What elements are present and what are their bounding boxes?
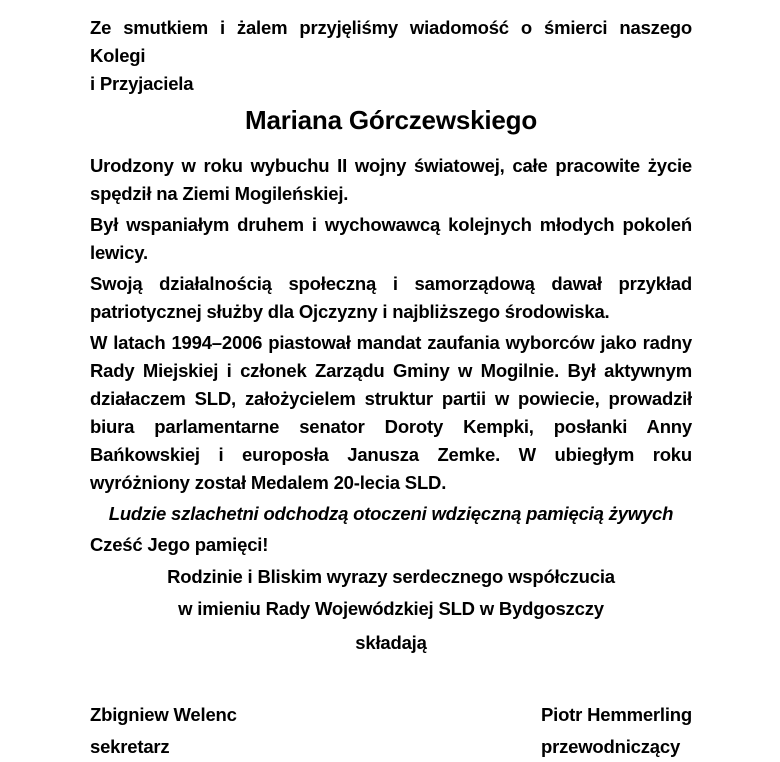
condolence-line: Rodzinie i Bliskim wyrazy serdecznego współczucia — [167, 566, 615, 587]
bio-line: Swoją działalnością społeczną i samorządową dawał przykład — [90, 273, 692, 294]
bio-line: Urodzony w roku wybuchu II wojny światowej, całe pracowite życie — [90, 155, 692, 176]
bio-line: działaczem SLD, założycielem struktur partii w powiecie, prowadził — [90, 388, 692, 409]
on-behalf-line: w imieniu Rady Wojewódzkiej SLD w Bydgoszczy — [178, 598, 604, 619]
condolence-block — [90, 563, 692, 657]
signature-right-role: przewodniczący — [541, 736, 681, 757]
bio-line: Bańkowskiej i europosła Janusza Zemke. W ubiegłym roku — [90, 444, 692, 465]
bio-paragraph-birth — [90, 152, 692, 208]
bio-line: wyróżniony został Medalem 20-lecia SLD. — [90, 472, 447, 493]
bio-line: Rady Miejskiej i członek Zarządu Gminy w Mogilnie. Był aktywnym — [90, 360, 692, 381]
bio-line: biura parlamentarne senator Doroty Kempki, posłanki Anny — [90, 416, 692, 437]
submit-line: składają — [355, 632, 427, 653]
bio-line: Był wspaniałym druhem i wychowawcą kolejnych młodych pokoleń — [90, 214, 692, 235]
memorial-quote: Ludzie szlachetni odchodzą otoczeni wdzięczną pamięcią żywych — [108, 503, 674, 524]
signature-block — [90, 701, 692, 761]
bio-paragraph-mentor — [90, 211, 692, 267]
bio-line: W latach 1994–2006 piastował mandat zaufania wyborców jako radny — [90, 332, 692, 353]
signature-left-name: Zbigniew Welenc — [90, 704, 237, 725]
intro-paragraph — [90, 14, 692, 98]
bio-line: spędził na Ziemi Mogileńskiej. — [90, 183, 349, 204]
signature-left — [90, 701, 237, 761]
bio-line: patriotycznej służby dla Ojczyzny i najbliższego środowiska. — [90, 301, 610, 322]
intro-line: i Przyjaciela — [90, 73, 194, 94]
deceased-name-title: Mariana Górczewskiego — [244, 105, 538, 135]
signature-left-role: sekretarz — [90, 736, 170, 757]
intro-line: Ze smutkiem i żalem przyjęliśmy wiadomość o śmierci naszego Kolegi — [90, 17, 692, 66]
bio-paragraph-service — [90, 270, 692, 326]
bio-paragraph-career — [90, 329, 692, 497]
bio-line: lewicy. — [90, 242, 148, 263]
signature-right — [541, 701, 692, 761]
signature-right-name: Piotr Hemmerling — [541, 704, 692, 725]
tribute-line: Cześć Jego pamięci! — [90, 534, 269, 555]
